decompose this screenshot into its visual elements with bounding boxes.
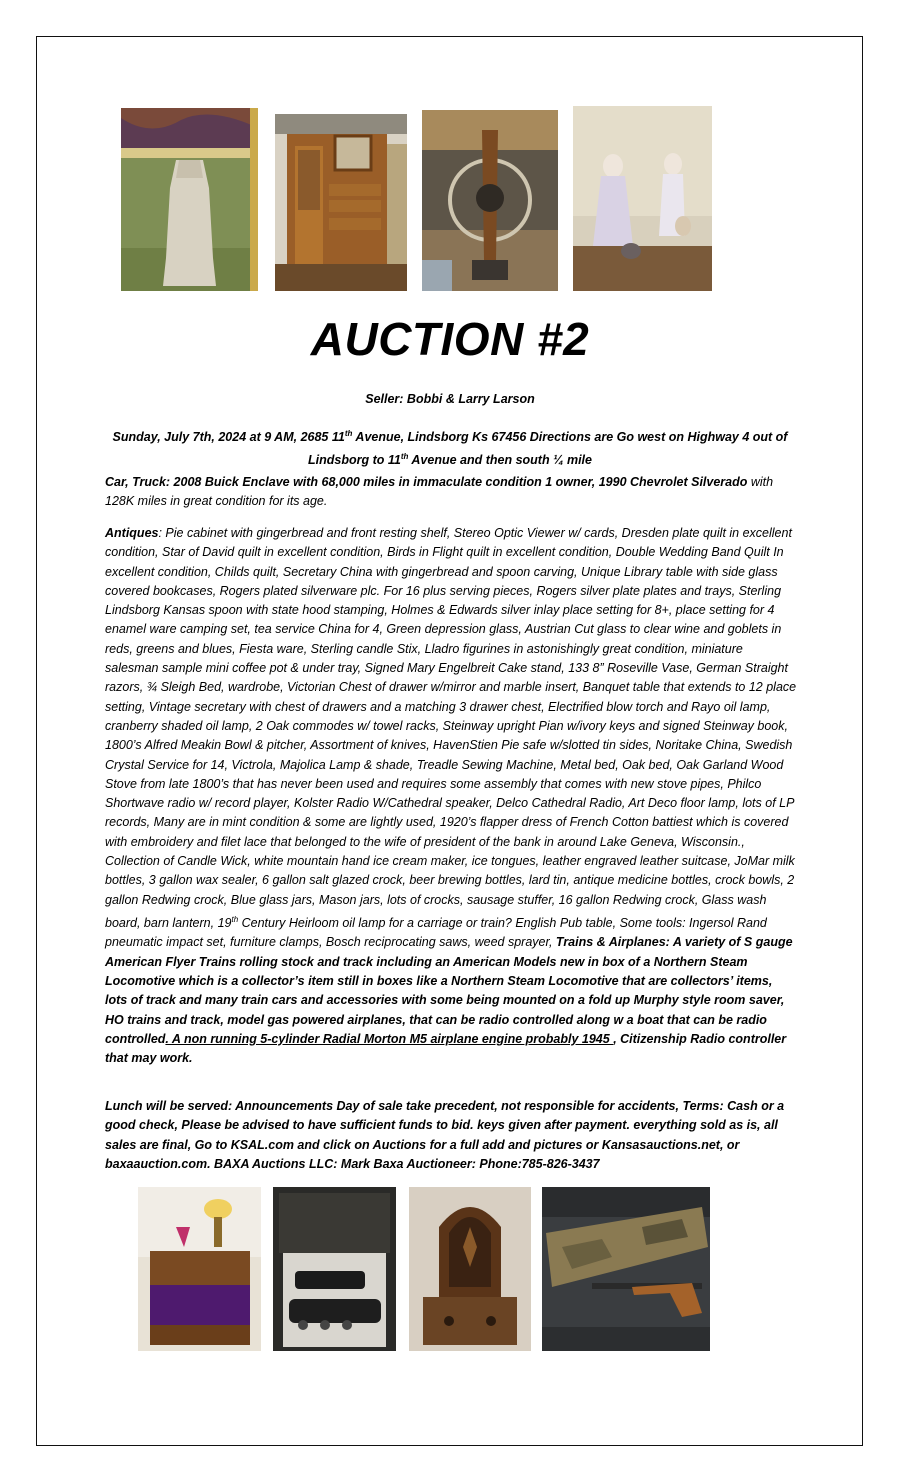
rifle-case-photo bbox=[542, 1187, 710, 1351]
trains-airplanes-text: Trains & Airplanes: A variety of S gauge American Flyer Trains rolling stock and track including an American Models new in box of a Northern Steam Locomotive which is a collector’s item still in boxes like a Northern Steam Locomotive that are collectors’ items, lots of track and many train cars and accessories with some being mounted on a fold up Murphy style room saver, HO trains and track, model gas powered airplanes, that can be radio controlled along w a boat that can be radio controlled bbox=[105, 935, 793, 1046]
date-directions bbox=[105, 424, 795, 470]
car-truck-paragraph bbox=[105, 473, 797, 512]
radial-engine-text: . A non running 5-cylinder Radial Morton M5 airplane engine probably 1945 bbox=[165, 1031, 614, 1046]
car-truck-rest: with 128K miles in great condition for its age. bbox=[105, 475, 774, 509]
antiques-sup: th bbox=[231, 914, 239, 924]
lace-flapper-dress-photo bbox=[121, 108, 258, 291]
library-table-lamp-photo bbox=[138, 1187, 261, 1351]
antiques-lead: Antiques bbox=[105, 526, 159, 540]
date-part-1: Sunday, July 7th, 2024 at 9 AM, 2685 11 bbox=[112, 430, 345, 445]
date-part-2: Avenue, Lindsborg Ks 67456 Directions are Go west on Highway 4 out of Lindsborg to 11 bbox=[308, 430, 788, 468]
steam-locomotive-box-photo bbox=[273, 1187, 396, 1351]
antiques-paragraph bbox=[105, 524, 797, 1068]
seller-line: Seller: Bobbi & Larry Larson bbox=[365, 392, 535, 406]
cathedral-radio-photo bbox=[409, 1187, 531, 1351]
antiques-text-1: : Pie cabinet with gingerbread and front resting shelf, Stereo Optic Viewer w/ cards, Dresden plate quilt in excellent condition, Star of David quilt in excellent condition, Birds in Flight quilt in excellent condition, Double Wedding Band Quilt In excellent condition, Childs quilt, Secretary China with gingerbread and spoon carving, Unique Library table with side glass covered bookcases, Rogers plated silverware plc. For 16 plus serving pieces, Rogers silver plate plates and trays, Sterling Lindsborg Kansas spoon with state hood stamping, Holmes & Edwards silver inlay place setting for 8+, place setting for 4 enamel ware camping set, tea service China for 4, Green depression glass, Austrian Cut glass to clear wine and goblets in reds, greens and blues, Fiesta ware, Sterling candle Stix, Lladro figurines in astonishingly great condition, miniature salesman sample mini coffee pot & under tray, Signed Mary Engelbreit Cake stand, 133 8” Roseville Vase, German Straight razors, ¾ Sleigh Bed, wardrobe, Victorian Chest of drawer w/mirror and marble insert, Banquet table that extends to 12 place setting, Vintage secretary with chest of drawers and a matching 3 drawer chest, Electrified blow torch and Rayo oil lamp, cranberry shaded oil lamp, 2 Oak commodes w/ towel racks, Steinway upright Pian w/ivory keys and signed Steinway book, 1800’s Alfred Meakin Bowl & pitcher, Assortment of knives, HavenStien Pie safe w/slotted tin sides, Noritake China, Swedish Crystal Service for 14, Victrola, Majolica Lamp & shade, Treadle Sewing Machine, Metal bed, Oak bed, Oak Garland Wood Stove from late 1800’s that has never been used and requires some assembly that comes with new stove pipes, Philco Shortwave radio w/ record player, Kolster Radio W/Cathedral speaker, Delco Cathedral Radio, Art Deco floor lamp, lots of LP records, Many are in mint condition & some are lightly used, 1920’s flapper dress of French Cotton battiest which is covered with embroidery and filet lace that belonged to the wife of president of the bank in around Lake Geneva, Wisconsin., Collection of Candle Wick, white mountain hand ice cream maker, ice tongues, leather engraved leather suitcase, JoMar milk bottles, 3 gallon wax sealer, 6 gallon salt glazed crock, beer brewing bottles, lard tin, antique medicine bottles, crock bowls, 2 gallon Redwing crock, Blue glass jars, Mason jars, lots of crocks, sausage stuffer, 16 gallon Redwing crock, Glass wash board, barn lantern, 19 bbox=[105, 526, 797, 931]
antiques-tail: , Citizenship Radio controller that may work. bbox=[105, 1031, 787, 1066]
lunch-terms-paragraph: Lunch will be served: Announcements Day of sale take precedent, not responsible for accidents, Terms: Cash or a good check, Please be advised to have sufficient funds to bid. keys given after payment. everything sold as is, all sales are final, Go to KSAL.com and click on Auctions for a full add and pictures or Kansasauctions.net, or baxaauction.com. BAXA Auctions LLC: Mark Baxa Auctioneer: Phone:785-826-3437 bbox=[105, 1099, 785, 1171]
car-truck-lead: Car, Truck: bbox=[105, 475, 171, 489]
antiques-text-2: Century Heirloom oil lamp for a carriage or train? English Pub table, Some tools: Ingersol Rand pneumatic impact set, furniture clamps, Bosch reciprocating saws, weed sprayer, bbox=[105, 916, 767, 950]
date-sup-1: th bbox=[344, 429, 353, 438]
lladro-figurines-photo bbox=[573, 106, 712, 291]
date-part-3: Avenue and then south ¼ mile bbox=[408, 453, 592, 468]
page-title: AUCTION #2 bbox=[310, 313, 590, 365]
car-truck-text: 2008 Buick Enclave with 68,000 miles in immaculate condition 1 owner, 1990 Chevrolet Silverado bbox=[170, 475, 748, 489]
radial-airplane-engine-photo bbox=[422, 110, 558, 291]
secretary-cabinet-photo bbox=[275, 114, 407, 291]
date-sup-2: th bbox=[400, 452, 409, 462]
